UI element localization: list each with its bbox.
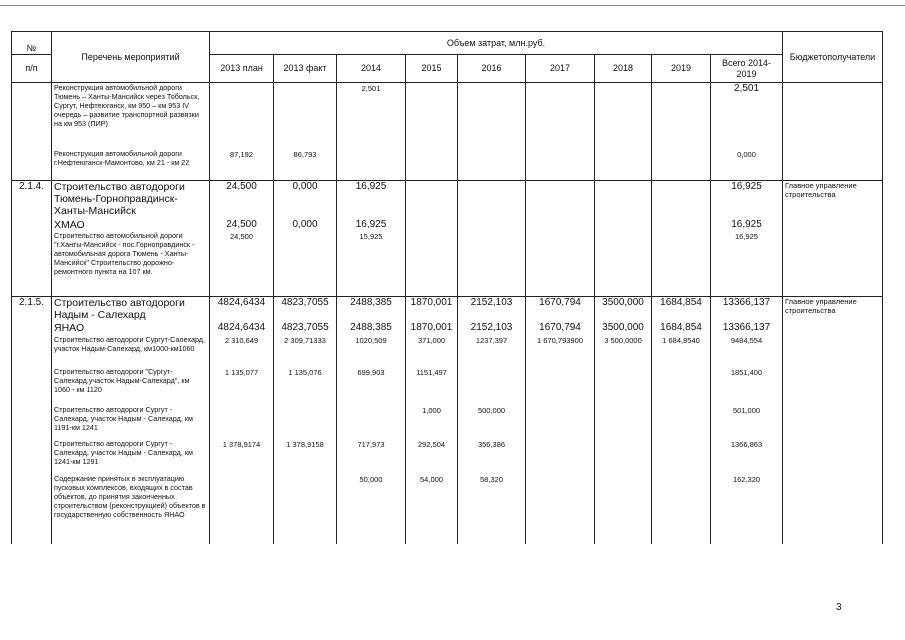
- cell-value: 1670,794: [526, 322, 595, 335]
- cell-value: 13366,137: [711, 322, 783, 335]
- cell-value: 24,500: [210, 219, 274, 231]
- region-label: ЯНАО: [52, 322, 210, 335]
- cell-value: 3500,000: [595, 297, 652, 322]
- cell-value: 500,000: [458, 405, 526, 439]
- cell-value: 2 310,649: [210, 335, 274, 367]
- cell-value: 3500,000: [595, 322, 652, 335]
- cell-value: 9484,554: [711, 335, 783, 367]
- cell-value: 2488,385: [337, 322, 406, 335]
- cell-value: 1851,400: [711, 367, 783, 405]
- row-text: Строительство автодороги Сургут - Салехард, участок Надым - Салехард, км 1191-км 1241: [52, 405, 210, 439]
- header-year: Всего 2014-2019: [711, 55, 783, 83]
- cell-value: 1 378,9158: [274, 439, 337, 474]
- header-pp: п/п: [12, 55, 52, 83]
- cell-value: 1 670,793900: [526, 335, 595, 367]
- cell-value: 2 309,71333: [274, 335, 337, 367]
- cell-value: 15,925: [337, 231, 406, 297]
- recipient: Главное управление строительства: [783, 181, 883, 219]
- header-no: №: [12, 32, 52, 55]
- row-text: Строительство автодороги Сургут-Салехард, участок Надым-Салехард, км1000-км1060: [52, 335, 210, 367]
- row-text: Реконструкция автомобильной дороги г.Нефтеюганск-Мамонтово, км 21 - км 22: [52, 149, 210, 181]
- cell-value: 1 378,9174: [210, 439, 274, 474]
- cell-value: 2,501: [337, 83, 406, 149]
- header-year: 2019: [652, 55, 711, 83]
- cell-value: 1 684,8540: [652, 335, 711, 367]
- cell-value: 16,925: [337, 219, 406, 231]
- top-rule: [0, 5, 905, 6]
- header-year: 2018: [595, 55, 652, 83]
- cell-value: 501,000: [711, 405, 783, 439]
- cell-value: 86,793: [274, 149, 337, 181]
- header-cost: Объем затрат, млн.руб.: [210, 32, 783, 55]
- cell-value: 4824,6434: [210, 322, 274, 335]
- cell-value: 4823,7055: [274, 322, 337, 335]
- page-number: 3: [836, 602, 842, 613]
- cell-value: 1020,509: [337, 335, 406, 367]
- cost-table: [11, 31, 883, 544]
- cell-value: 1870,001: [406, 322, 458, 335]
- cell-value: 16,925: [711, 219, 783, 231]
- cell-value: 1366,863: [711, 439, 783, 474]
- cell-value: 16,925: [711, 181, 783, 219]
- cell-value: 0,000: [711, 149, 783, 181]
- row-text: Строительство автомобильной дороги "г.Ханты-Мансийск - пос.Горноправдинск - автомобильная дорога Тюмень - Ханты-Мансийск" Строительство дорожно-ремонтного пункта на 107 км.: [52, 231, 210, 297]
- cell-value: 24,500: [210, 181, 274, 219]
- cell-value: 1237,397: [458, 335, 526, 367]
- cell-value: 292,504: [406, 439, 458, 474]
- cell-value: 58,320: [458, 474, 526, 544]
- cell-value: 371,000: [406, 335, 458, 367]
- cell-value: 87,192: [210, 149, 274, 181]
- cell-value: 16,925: [337, 181, 406, 219]
- section-title: Строительство автодороги Тюмень-Горноправдинск-Ханты-Мансийск: [52, 181, 210, 219]
- header-year: 2013 план: [210, 55, 274, 83]
- cell-value: 54,000: [406, 474, 458, 544]
- cell-value: 162,320: [711, 474, 783, 544]
- cell-value: 1670,794: [526, 297, 595, 322]
- row-number: 2.1.5.: [12, 297, 52, 322]
- header-year: 2015: [406, 55, 458, 83]
- cell-value: 3 500,0000: [595, 335, 652, 367]
- cell-value: 1870,001: [406, 297, 458, 322]
- row-number: 2.1.4.: [12, 181, 52, 219]
- cell-value: 4824,6434: [210, 297, 274, 322]
- cell-value: 699,903: [337, 367, 406, 405]
- row-text: Содержание принятых в эксплуатацию пусковых комплексов, входящих в состав объектов, до принятия законченных строительством (реконструкцией) объектов в государственную собственность ЯНАО: [52, 474, 210, 544]
- cell-value: 2,501: [711, 83, 783, 149]
- cell-value: 2488,385: [337, 297, 406, 322]
- region-label: ХМАО: [52, 219, 210, 231]
- header-year: 2016: [458, 55, 526, 83]
- cell-value: 1 135,076: [274, 367, 337, 405]
- cell-value: 0,000: [274, 219, 337, 231]
- cell-value: 2152,103: [458, 322, 526, 335]
- cell-value: 1684,854: [652, 322, 711, 335]
- header-year: 2013 факт: [274, 55, 337, 83]
- cell-value: 2152,103: [458, 297, 526, 322]
- header-year: 2017: [526, 55, 595, 83]
- header-recipients: Бюджетополучатели: [783, 32, 883, 83]
- header-list: Перечень мероприятий: [52, 32, 210, 83]
- cell-value: 0,000: [274, 181, 337, 219]
- cell-value: 717,973: [337, 439, 406, 474]
- cell-value: 50,000: [337, 474, 406, 544]
- recipient: Главное управление строительства: [783, 297, 883, 335]
- row-text: Строительство автодороги "Сургут-Салехард,участок Надым-Салехард", км 1060 - км 1120: [52, 367, 210, 405]
- cell-value: 356,386: [458, 439, 526, 474]
- cell-value: 1,000: [406, 405, 458, 439]
- cell-value: 4823,7055: [274, 297, 337, 322]
- cell-value: 1684,854: [652, 297, 711, 322]
- cell-value: 13366,137: [711, 297, 783, 322]
- cell-value: 1 135,077: [210, 367, 274, 405]
- row-text: Строительство автодороги Сургут - Салехард, участок Надым - Салехард, км 1241-км 1291: [52, 439, 210, 474]
- section-title: Строительство автодороги Надым - Салехард: [52, 297, 210, 322]
- cell-value: 16,925: [711, 231, 783, 297]
- row-text: Реконструкция автомобильной дороги Тюмень – Ханты-Мансийск через Тобольск, Сургут, Нефтеюганск, км 950 – км 953 IV очередь – развитие транспортной развязки на км 953 (ПИР): [52, 83, 210, 149]
- cell-value: 24,500: [210, 231, 274, 297]
- cell-value: 1151,497: [406, 367, 458, 405]
- header-year: 2014: [337, 55, 406, 83]
